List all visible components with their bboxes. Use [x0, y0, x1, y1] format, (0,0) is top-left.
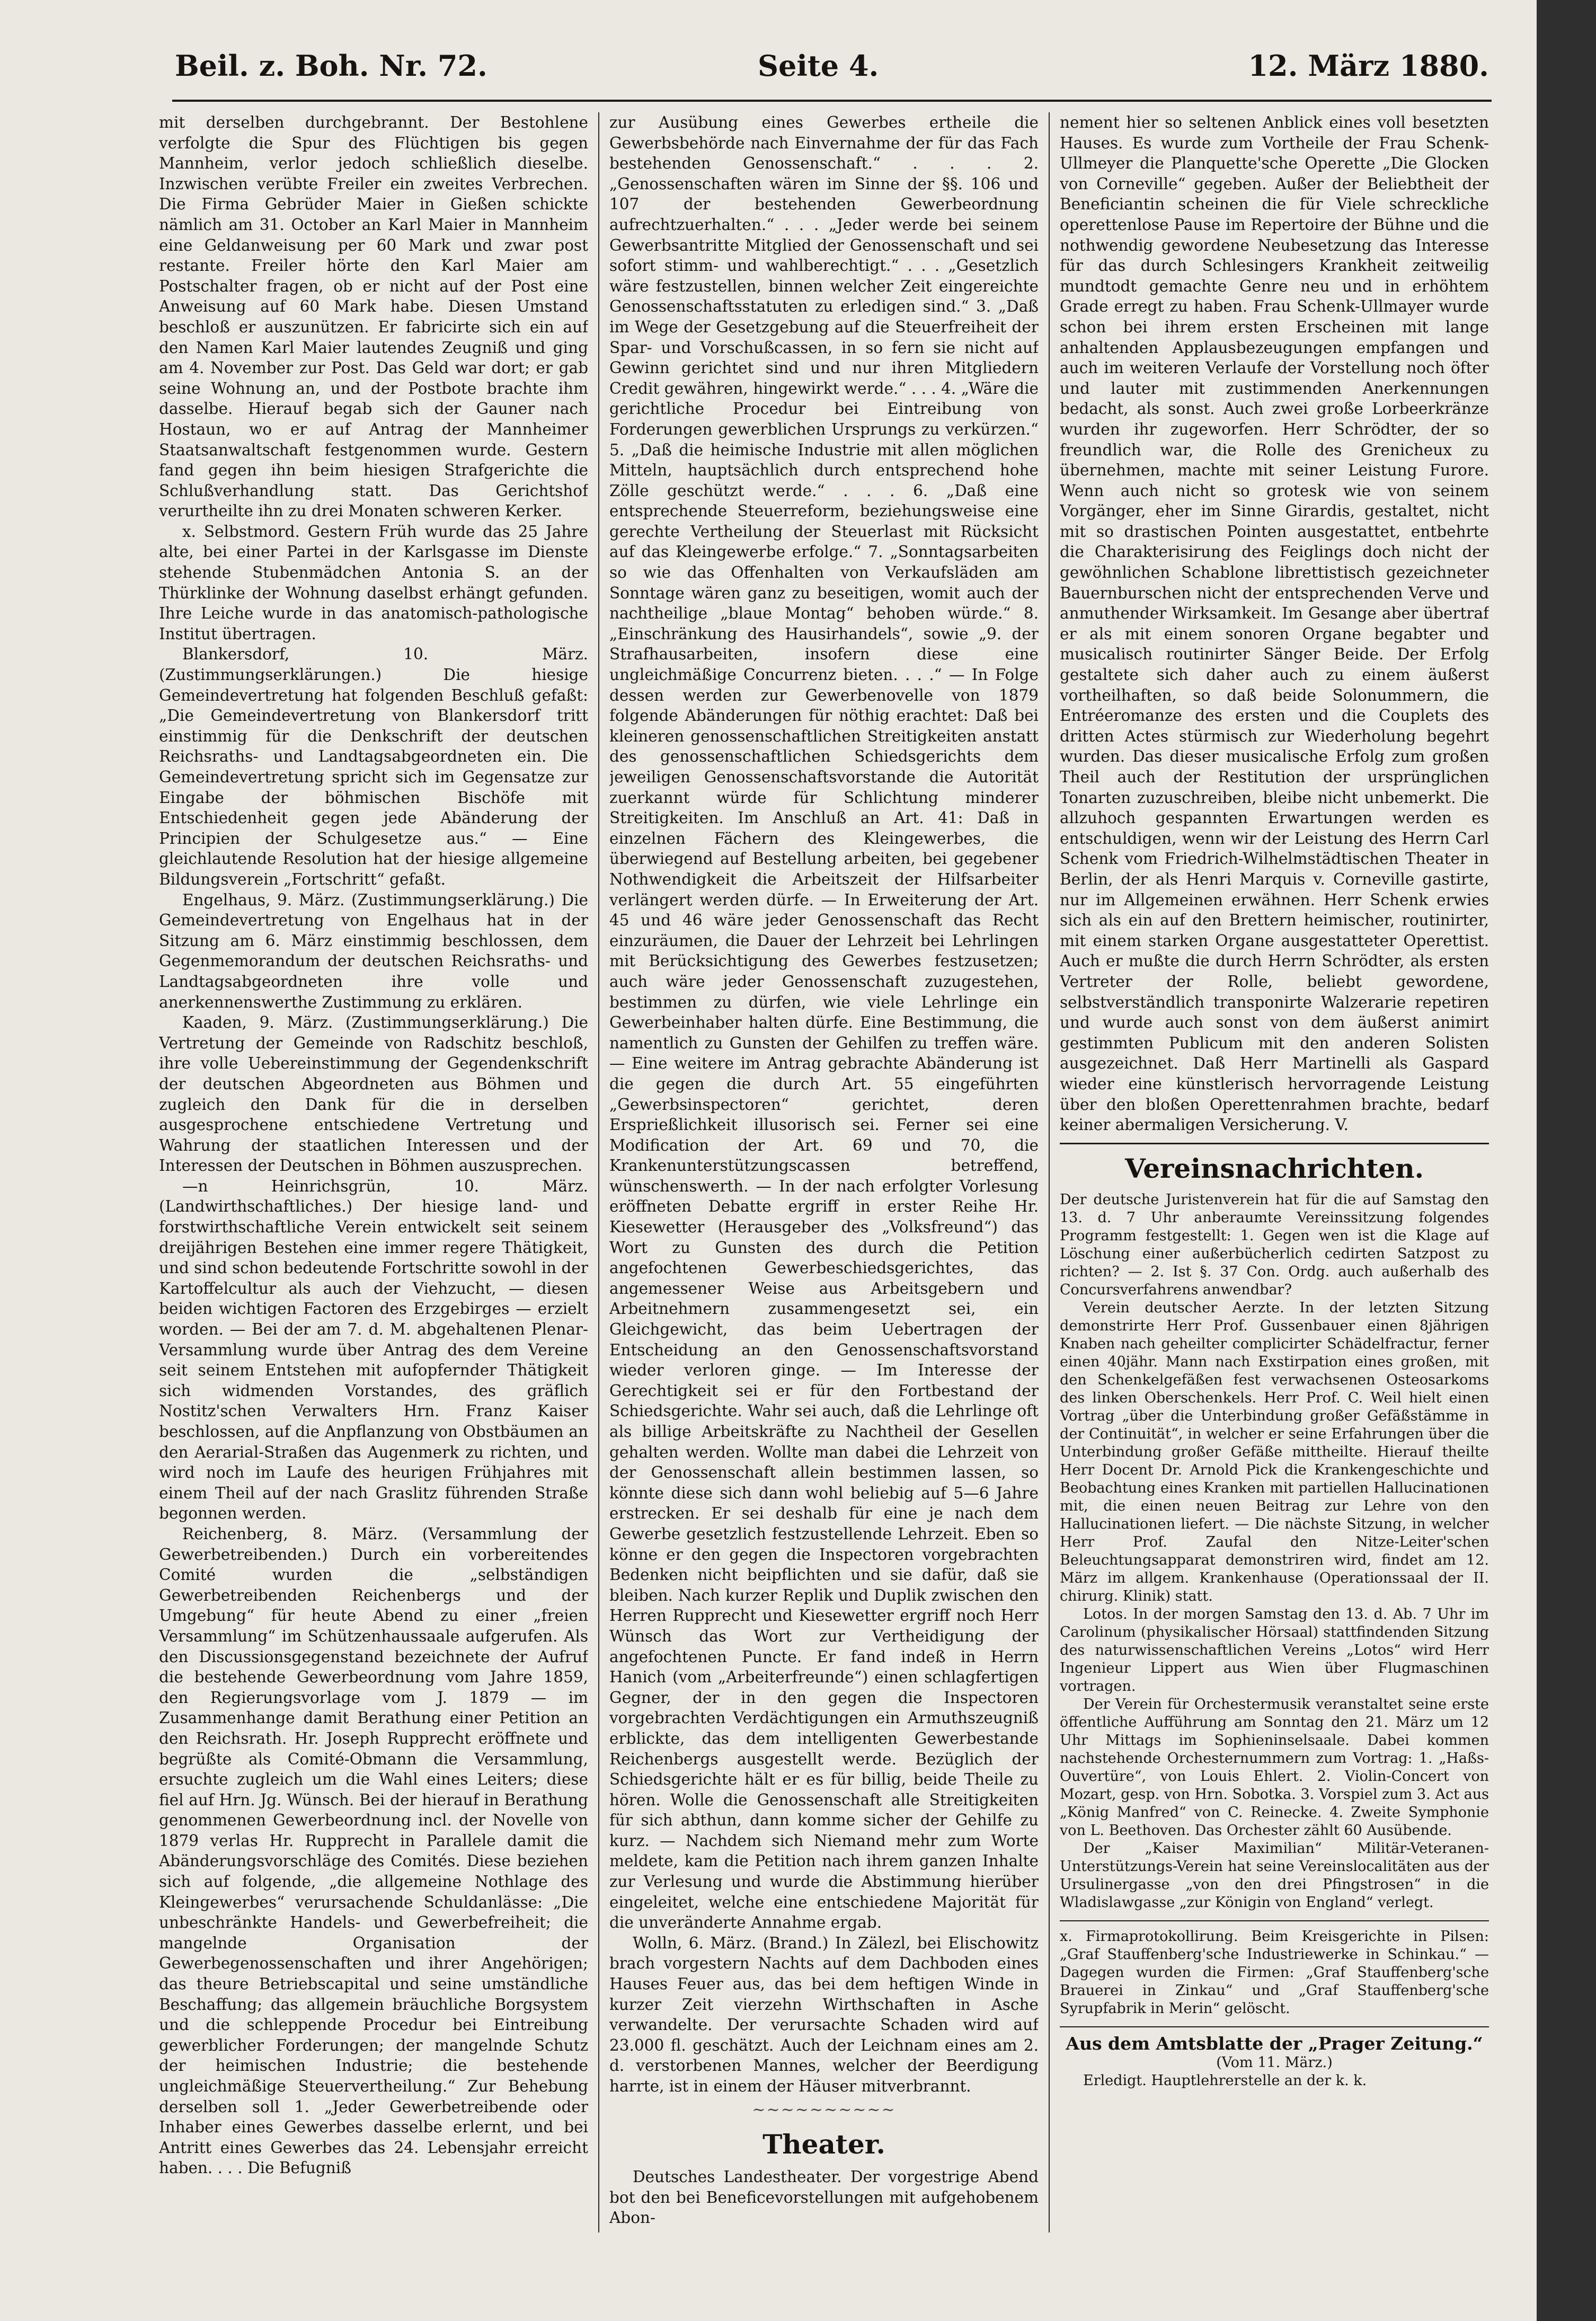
section-title-theater: Theater.	[762, 2129, 885, 2160]
vereine-item-lotos: Lotos. In der morgen Samstag den 13. d. Ab. 7 Uhr im Carolinum (physikalischer Hörsaal) stattfindenden Sitzung des naturwissenschaftlichen Vereins „Lotos“ wird Herr Ingenieur Lippert aus Wien über Flugmaschinen vortragen.	[1060, 1605, 1489, 1695]
amtsblatt-date: (Vom 11. März.)	[1216, 2054, 1333, 2071]
column-1	[159, 112, 588, 2275]
firma-protokoll: x. Firmaprotokollirung. Beim Kreisgerichte in Pilsen: „Graf Stauffenberg'sche Industriewerke in Schinkau.“ — Dagegen wurden die Firmen: „Graf Stauffenberg'sche Brauerei in Zinkau“ und „Graf Stauffenberg'sche Syrupfabrik in Merin“ gelöscht.	[1060, 1928, 1489, 2017]
column-2	[609, 112, 1039, 2275]
vereine-item-veteranen: Der „Kaiser Maximilian“ Militär-Veteranen-Unterstützungs-Verein hat seine Vereinslocalitäten aus der Ursulinergasse „von den drei Pfingstrosen“ in die Wladislawgasse „zur Königin von England“ verlegt.	[1060, 1840, 1489, 1911]
article-reichenberg-cont: zur Ausübung eines Gewerbes ertheile die Gewerbsbehörde nach Einvernahme der für das Fach bestehenden Genossenschaft.“ . . . 2. „Genossenschaften wären im Sinne der §§. 106 und 107 der bestehenden Gewerbeordnung aufrechtzuerhalten.“ . . . „Jeder werde bei seinem Gewerbsantritte Mitglied der Genossenschaft und sei sofort stimm- und wahlberechtigt.“ . . . „Gesetzlich wäre festzustellen, binnen welcher Zeit eingereichte Genossenschaftsstatuten zu erledigen sind.“ 3. „Daß im Wege der Gesetzgebung auf die Steuerfreiheit der Spar- und Vorschußcassen, in so fern sie nicht auf Gewinn gerichtet sind und nur ihren Mitgliedern Credit gewähren, hingewirkt werde.“ . . . 4. „Wäre die gerichtliche Procedur bei Eintreibung von Forderungen gewerblichen Ursprungs zu verkürzen.“ 5. „Daß die heimische Industrie mit allen möglichen Mitteln, hauptsächlich durch entsprechend hohe Zölle geschützt werde.“ . . . 6. „Daß eine entsprechende Steuerreform, beziehungsweise eine gerechte Vertheilung der Steuerlast mit Rücksicht auf das Kleingewerbe erfolge.“ 7. „Sonntagsarbeiten so wie das Offenhalten von Verkaufsläden am Sonntage wären ganz zu beseitigen, womit auch der nachtheilige „blaue Montag“ behoben würde.“ 8. „Einschränkung des Hausirhandels“, sowie „9. der Strafhausarbeiten, insofern diese eine ungleichmäßige Concurrenz bieten. . . .“ — In Folge dessen werden zur Gewerbenovelle von 1879 folgende Abänderungen für nöthig erachtet: Daß bei kleineren genossenschaftlichen Streitigkeiten anstatt des genossenschaftlichen Schiedsgerichts dem jeweiligen Genossenschaftsvorstande die Autorität zuerkannt würde für Schlichtung minderer Streitigkeiten. Im Anschluß an Art. 41: Daß in einzelnen Fächern des Kleingewerbes, die überwiegend auf Bestellung arbeiten, bei gegebener Nothwendigkeit die Arbeitszeit der Hilfsarbeiter verlängert werden dürfe. — In Erweiterung der Art. 45 und 46 wäre jeder Genossenschaft das Recht einzuräumen, die Dauer der Lehrzeit bei Lehrlingen mit Berücksichtigung des Gewerbes festzusetzen; auch wäre jeder Genossenschaft zuzugestehen, bestimmen zu dürfen, wie viele Lehrlinge ein Gewerbeinhaber halten dürfe. Eine Bestimmung, die namentlich zu Gunsten der Gehilfen zu treffen wäre. — Eine weitere im Antrag gebrachte Abänderung ist die gegen die durch Art. 55 eingeführten „Gewerbsinspectoren“ gerichtet, deren Ersprießlichkeit illusorisch sei. Ferner sei eine Modification der Art. 69 und 70, die Krankenunterstützungscassen betreffend, wünschenswerth. — In der nach erfolgter Vorlesung eröffneten Debatte ergriff in erster Reihe Hr. Kiesewetter (Herausgeber des „Volksfreund“) das Wort zu Gunsten des durch die Petition angefochtenen Gewerbeschiedsgerichtes, das angemessener Weise aus Arbeitsgebern und Arbeitnehmern zusammengesetzt sei, ein Gleichgewicht, das beim Uebertragen der Entscheidung an den Genossenschaftsvorstand wieder verloren ginge. — Im Interesse der Gerechtigkeit sei er für den Fortbestand der Schiedsgerichte. Wahr sei auch, daß die Lehrlinge oft als billige Arbeitskräfte zu Nachtheil der Gesellen gehalten werden. Wollte man dabei die Lehrzeit von der Genossenschaft allein bestimmen lassen, so könnte diese sich dann wohl beliebig auf 5—6 Jahre erstrecken. Er sei deshalb für eine je nach dem Gewerbe gesetzlich festzustellende Lehrzeit. Eben so könne er den gegen die Inspectoren vorgebrachten Bedenken nicht beipflichten und sie dafür, daß sie bleiben. Nach kurzer Replik und Duplik zwischen den Herren Rupprecht und Kiesewetter ergriff noch Herr Wünsch das Wort zur Vertheidigung der angefochtenen Puncte. Er fand indeß in Herrn Hanich (vom „Arbeiterfreunde“) einen schlagfertigen Gegner, der in den gegen die Inspectoren vorgebrachten Verdächtigungen ein Armuthszeugniß erblickte, das dem intelligenten Gewerbestande Reichenbergs ausgestellt werde. Bezüglich der Schiedsgerichte hält er es für billig, beide Theile zu hören. Wolle die Genossenschaft alle Streitigkeiten für sich abthun, dann komme sicher der Gehilfe zu kurz. — Nachdem sich Niemand mehr zum Worte meldete, kam die Petition nach ihrem ganzen Inhalte zur Verlesung und wurde die Abstimmung hierüber eingeleitet, welche eine entschiedene Majorität für die unveränderte Annahme ergab.	[609, 113, 1039, 1932]
page-number: Seite 4.	[758, 49, 879, 83]
vereine-block	[1060, 1191, 1489, 1912]
issue-date: 12. März 1880.	[1248, 49, 1489, 83]
issue-label: Beil. z. Boh. Nr. 72.	[175, 49, 487, 83]
column-3	[1060, 112, 1489, 2275]
scan-edge	[1537, 0, 1596, 2321]
article-reichenberg: Reichenberg, 8. März. (Versammlung der Gewerbetreibenden.) Durch ein vorbereitendes Comité wurden die „selbständigen Gewerbetreibenden Reichenbergs und der Umgebung“ für heute Abend zu einer „freien Versammlung“ im Schützenhaussaale aufgerufen. Als den Discussionsgegenstand bezeichnete der Aufruf die bestehende Gewerbeordnung vom Jahre 1859, den Regierungsvorlage vom J. 1879 — im Zusammenhange damit Berathung einer Petition an den Reichsrath. Hr. Joseph Rupprecht eröffnete und begrüßte als Comité-Obmann die Versammlung, ersuchte zugleich um die Wahl eines Leiters; diese fiel auf Hrn. Jg. Wünsch. Bei der hierauf in Berathung genommenen Gewerbeordnung incl. der Novelle von 1879 verlas Hr. Rupprecht in Parallele damit die Abänderungsvorschläge des Comités. Diese beziehen sich auf folgende, „die allgemeine Nothlage des Kleingewerbes“ verursachende Schuldanlässe: „Die unbeschränkte Handels- und Gewerbefreiheit; die mangelnde Organisation der Gewerbegenossenschaften und ihrer Angehörigen; das theure Betriebscapital und seine umständliche Beschaffung; das allgemein bräuchliche Borgsystem und die schleppende Procedur bei Eintreibung gewerblicher Forderungen; der mangelnde Schutz der heimischen Industrie; die bestehende ungleichmäßige Steuervertheilung.“ Zur Behebung derselben soll 1. „Jeder Gewerbetreibende oder Inhaber eines Gewerbes dasselbe erlernt, und bei Antritt eines Gewerbes das 24. Lebensjahr erreicht haben. . . . Die Befugniß	[159, 1524, 588, 2177]
header-rule	[172, 100, 1492, 102]
article-theater-cont: nement hier so seltenen Anblick eines voll besetzten Hauses. Es wurde zum Vortheile der Frau Schenk-Ullmeyer die Planquette'sche Operette „Die Glocken von Corneville“ gegeben. Außer der Beliebtheit der Beneficiantin scheinen die für Viele schreckliche operettenlose Pause im Repertoire der Bühne und die nothwendig gewordene Neubesetzung das Interesse für das durch Schlesingers Krankheit zeitweilig mundtodt gemachte Genre neu und in erhöhtem Grade erregt zu haben. Frau Schenk-Ullmayer wurde schon bei ihrem ersten Erscheinen mit lange anhaltenden Applausbezeugungen empfangen und auch im weiteren Verlaufe der Vorstellung noch öfter und lauter mit zustimmenden Anerkennungen bedacht, als sonst. Auch zwei große Lorbeerkränze wurden ihr zugeworfen. Herr Schrödter, der so freundlich war, die Rolle des Grenicheux zu übernehmen, machte mit seiner Leistung Furore. Wenn auch nicht so grotesk wie von seinem Vorgänger, eher im Sinne Girardis, gestaltet, nicht mit so drastischen Pointen ausgestattet, entbehrte die Charakterisirung des Feiglings doch nicht der gewöhnlichen Schablone librettistisch gezeichneter Bauernburschen nicht der entsprechenden Verve und anmuthender Wirksamkeit. Im Gesange aber übertraf er als mit einem sonoren Organe begabter und musicalisch routinirter Sänger Beide. Der Erfolg gestaltete sich daher auch zu einem äußerst vortheilhaften, so daß beide Solonummern, die Entréeromanze des ersten und die Couplets des dritten Actes stürmisch zur Wiederholung begehrt wurden. Das dieser musicalische Erfolg zum großen Theil auch der Restitution der ursprünglichen Tonarten zuzuschreiben, bleibe nicht unbemerkt. Die allzuhoch gespannten Erwartungen werden es entschuldigen, wenn wir der Leistung des Herrn Carl Schenk vom Friedrich-Wilhelmstädtischen Theater in Berlin, der als Henri Marquis v. Corneville gastirte, nur im Allgemeinen erwähnen. Herr Schenk erwies sich als ein auf den Brettern heimischer, routinirter, mit einem starken Organe ausgestatteter Operettist. Auch er mußte die durch Herrn Schrödter, als ersten Vertreter der Rolle, beliebt gewordene, selbstverständlich transponirte Walzerarie repetiren und wurde auch sonst von dem äußerst animirt gestimmten Publicum mit den anderen Solisten ausgezeichnet. Daß Herr Martinelli als Gaspard wieder eine künstlerisch hervorragende Leistung über den bloßen Operettenrahmen brachte, bedarf keiner abermaligen Versicherung. V.	[1060, 113, 1489, 1134]
article-blankersdorf: Blankersdorf, 10. März. (Zustimmungserklärungen.) Die hiesige Gemeindevertretung hat folgenden Beschluß gefaßt: „Die Gemeindevertretung von Blankersdorf tritt einstimmig für die Denkschrift der deutschen Reichsraths- und Landtagsabgeordneten ein. Die Gemeindevertretung spricht sich im Gegensatze zur Eingabe der böhmischen Bischöfe mit Entschiedenheit gegen jede Abänderung der Principien der Schulgesetze aus.“ — Eine gleichlautende Resolution hat der hiesige allgemeine Bildungsverein „Fortschritt“ gefaßt.	[159, 645, 588, 888]
article-theater-start: Deutsches Landestheater. Der vorgestrige Abend bot den bei Beneficevorstellungen mit aufgehobenem Abon-	[609, 2168, 1039, 2227]
ornament-divider: ~~~~~~~~~~	[752, 2100, 896, 2119]
article-kaaden: Kaaden, 9. März. (Zustimmungserklärung.) Die Vertretung der Gemeinde von Radschitz beschloß, ihre volle Uebereinstimmung der Gegendenkschrift der deutschen Abgeordneten aus Böhmen und zugleich den Dank für die in derselben ausgesprochene entschiedene Vertretung und Wahrung der staatlichen Interessen und der Interessen der Deutschen in Böhmen auszusprechen.	[159, 1013, 588, 1175]
column-rule-1	[598, 112, 599, 2232]
article-text: mit derselben durchgebrannt. Der Bestohlene verfolgte die Spur des Flüchtigen bis gegen Mannheim, verlor jedoch schließlich dieselbe. Inzwischen verübte Freiler ein zweites Verbrechen. Die Firma Gebrüder Maier in Gießen schickte nämlich am 31. October an Karl Maier in Mannheim eine Geldanweisung per 60 Mark und zwar post restante. Freiler hörte den Karl Maier am Postschalter fragen, ob er nicht auf der Post eine Anweisung auf 60 Mark habe. Diesen Umstand beschloß er auszunützen. Er fabricirte sich ein auf den Namen Karl Maier lautendes Zeugniß und ging am 4. November zur Post. Das Geld war dort; er gab seine Wohnung an, und der Postbote brachte ihm dasselbe. Hierauf begab sich der Gauner nach Hostaun, wo er auf Antrag der Mannheimer Staatsanwaltschaft festgenommen wurde. Gestern fand gegen ihn beim hiesigen Strafgerichte die Schlußverhandlung statt. Das Gerichtshof verurtheilte ihn zu drei Monaten schweren Kerker.	[159, 113, 588, 520]
article-wolln: Wolln, 6. März. (Brand.) In Zälezl, bei Elischowitz brach vorgestern Nachts auf dem Dachboden eines Hauses Feuer aus, das bei dem heftigen Winde in kurzer Zeit vierzehn Wirthschaften in Asche verwandelte. Der verursachte Schaden wird auf 23.000 fl. geschätzt. Auch der Leichnam eines am 2. d. verstorbenen Mannes, welcher der Beerdigung harrte, ist in einem der Häuser mitverbrannt.	[609, 1934, 1039, 2095]
amtsblatt-line: Erledigt. Hauptlehrerstelle an der k. k.	[1083, 2072, 1367, 2089]
column-rule-2	[1049, 112, 1050, 2232]
page-header	[175, 49, 1489, 91]
article-selbstmord: x. Selbstmord. Gestern Früh wurde das 25 Jahre alte, bei einer Partei in der Karlsgasse im Dienste stehende Stubenmädchen Antonia S. an der Thürklinke der Wohnung daselbst erhängt gefunden. Ihre Leiche wurde in das anatomisch-pathologische Institut übertragen.	[159, 522, 588, 643]
firma-rule	[1060, 1920, 1489, 1921]
vereine-item-aerzte: Verein deutscher Aerzte. In der letzten Sitzung demonstrirte Herr Prof. Gussenbauer einen 8jährigen Knaben nach geheilter complicirter Schädelfractur, ferner einen 40jähr. Mann nach Exstirpation eines großen, mit den Schenkelgefäßen fest verwachsenen Osteosarkoms des linken Oberschenkels. Herr Prof. C. Weil hielt einen Vortrag „über die Unterbindung großer Gefäßstämme in der Continuität“, in welcher er seine Erfahrungen über die Unterbindung großer Gefäße mittheilte. Hierauf theilte Herr Docent Dr. Arnold Pick die Krankengeschichte und Beobachtung eines Kranken mit partiellen Hallucinationen mit, die einen neuen Beitrag zur Lehre von den Hallucinationen liefert. — Die nächste Sitzung, in welcher Herr Prof. Zaufal den Nitze-Leiter'schen Beleuchtungsapparat demonstriren wird, findet am 12. März im allgem. Krankenhause (Operationssaal der II. chirurg. Klinik) statt.	[1060, 1299, 1489, 1604]
section-title-vereine: Vereinsnachrichten.	[1124, 1152, 1424, 1184]
article-engelhaus: Engelhaus, 9. März. (Zustimmungserklärung.) Die Gemeindevertretung von Engelhaus hat in der Sitzung am 6. März einstimmig beschlossen, dem Gegenmemorandum der deutschen Reichsraths- und Landtagsabgeordneten ihre volle und anerkennenswerthe Zustimmung zu erklären.	[159, 890, 588, 1011]
vereine-item-orchester: Der Verein für Orchestermusik veranstaltet seine erste öffentliche Aufführung am Sonntag den 21. März um 12 Uhr Mittags im Sophieninselsaale. Dabei kommen nachstehende Orchesternummern zum Vortrag: 1. „Haßs-Ouvertüre“, von Louis Ehlert. 2. Violin-Concert von Mozart, gesp. von Hrn. Sobotka. 3. Vorspiel zum 3. Act aus „König Manfred“ von C. Reinecke. 4. Zweite Symphonie von L. Beethoven. Das Orchester zählt 60 Ausübende.	[1060, 1696, 1489, 1839]
amtsblatt-title: Aus dem Amtsblatte der „Prager Zeitung.“	[1066, 2033, 1483, 2054]
article-heinrichsgruen: —n Heinrichsgrün, 10. März. (Landwirthschaftliches.) Der hiesige land- und forstwirthschaftliche Verein entwickelt seit seinem dreijährigen Bestehen eine immer regere Thätigkeit, und sind schon bedeutende Fortschritte sowohl in der Kartoffelcultur als auch der Viehzucht, — diesen beiden wichtigen Factoren des Erzgebirges — erzielt worden. — Bei der am 7. d. M. abgehaltenen Plenar-Versammlung wurde über Antrag des dem Vereine seit seinem Entstehen mit aufopfernder Thätigkeit sich widmenden Vorstandes, des gräflich Nostitz'schen Verwalters Hrn. Franz Kaiser beschlossen, auf die Anpflanzung von Obstbäumen an den Aerarial-Straßen das Augenmerk zu richten, und wird noch im Laufe des heurigen Frühjahres mit einem Theil auf der nach Graslitz führenden Straße begonnen werden.	[159, 1177, 588, 1523]
amtsblatt-rule	[1060, 2026, 1489, 2027]
section-rule	[1060, 1143, 1489, 1144]
vereine-item-juristen: Der deutsche Juristenverein hat für die auf Samstag den 13. d. 7 Uhr anberaumte Vereinssitzung folgendes Programm festgestellt: 1. Gegen wen ist die Klage auf Löschung einer außerbücherlich cedirten Satzpost zu richten? — 2. Ist §. 37 Con. Ordg. auch außerhalb des Concursverfahrens anwendbar?	[1060, 1191, 1489, 1298]
